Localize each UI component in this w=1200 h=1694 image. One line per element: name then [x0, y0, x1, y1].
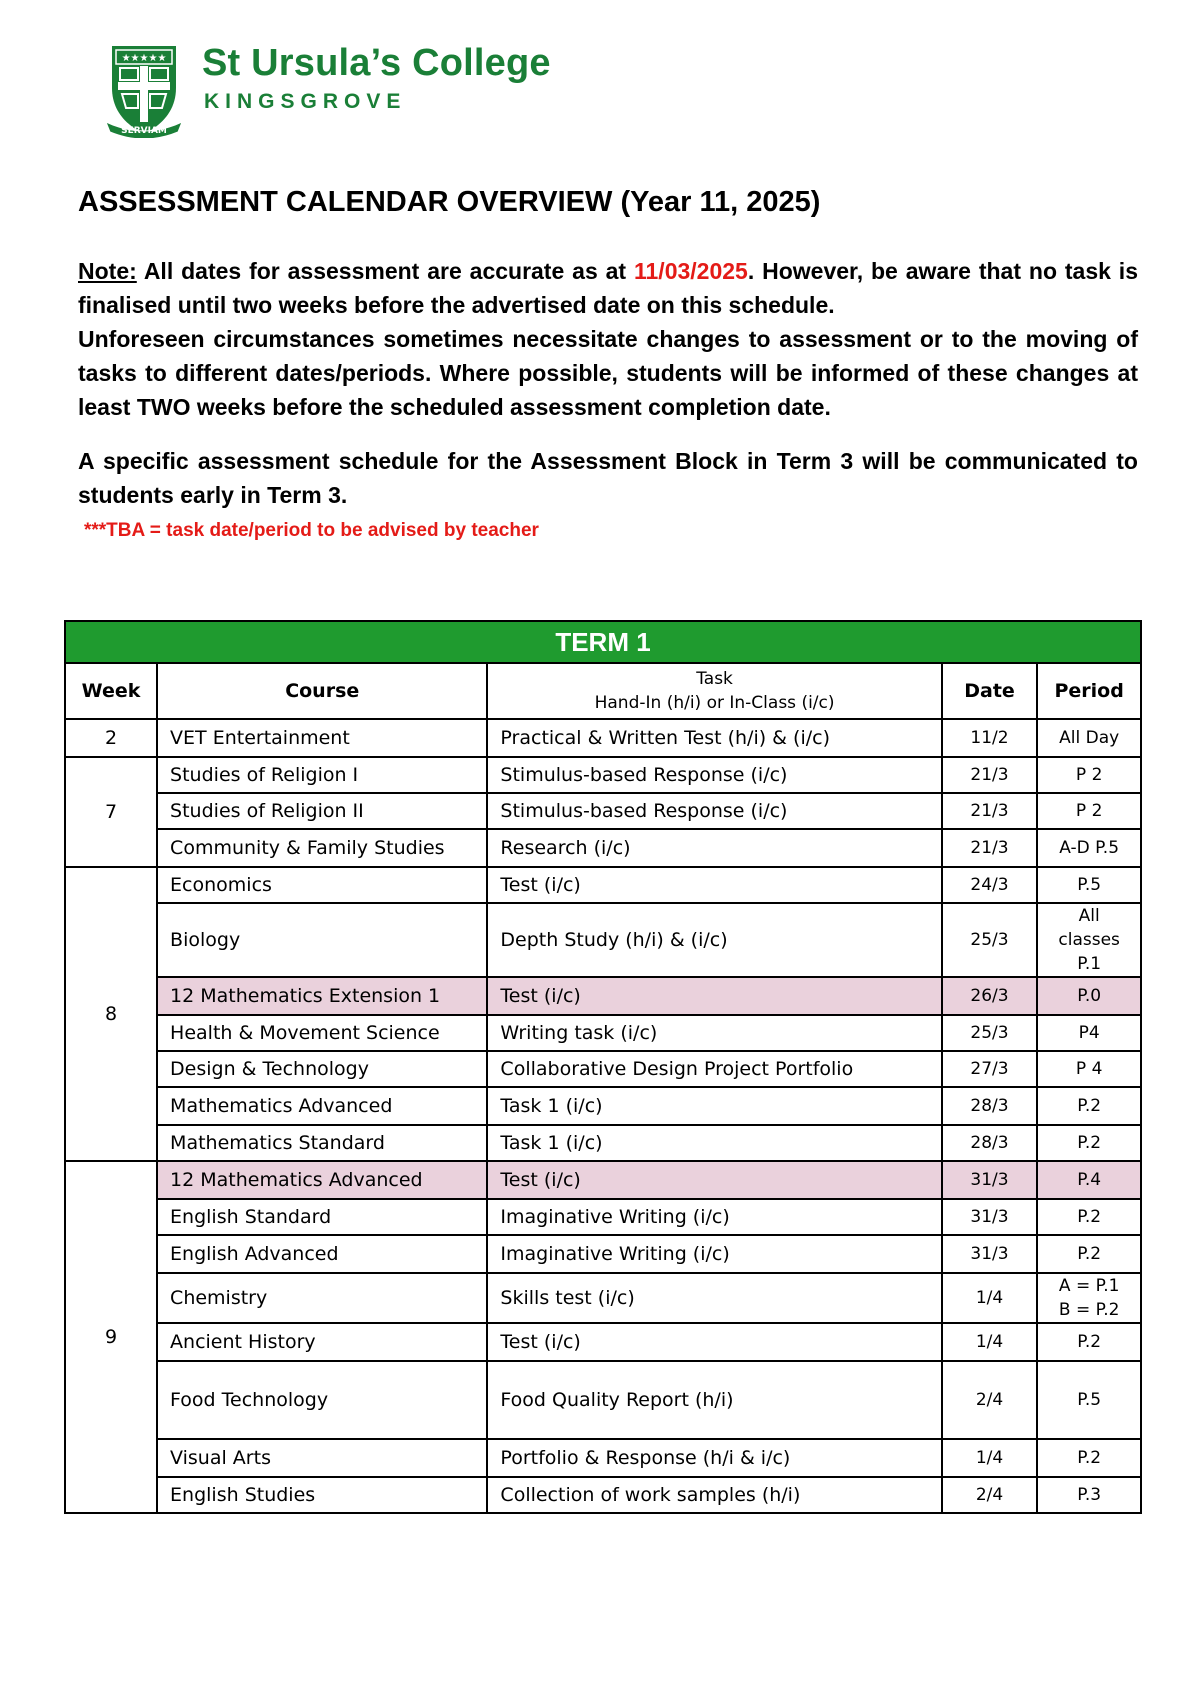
course-cell: Studies of Religion II — [157, 793, 487, 829]
table-row — [65, 1361, 1141, 1439]
task-cell: Writing task (i/c) — [487, 1015, 941, 1051]
period-line: B = P.2 — [1058, 1300, 1120, 1320]
period-cell: P.2 — [1037, 1087, 1141, 1125]
period-cell: P.2 — [1037, 1439, 1141, 1477]
date-cell: 25/3 — [942, 1015, 1038, 1051]
task-cell: Stimulus-based Response (i/c) — [487, 793, 941, 829]
course-cell: Visual Arts — [157, 1439, 487, 1477]
date-cell: 25/3 — [942, 903, 1038, 977]
table-row — [65, 1477, 1141, 1513]
task-cell: Test (i/c) — [487, 1323, 941, 1361]
period-cell — [1037, 903, 1141, 977]
table-row — [65, 757, 1141, 793]
task-cell: Task 1 (i/c) — [487, 1125, 941, 1161]
table-row — [65, 903, 1141, 977]
task-cell: Practical & Written Test (h/i) & (i/c) — [487, 719, 941, 757]
date-cell: 26/3 — [942, 977, 1038, 1015]
period-cell — [1037, 1273, 1141, 1323]
course-cell: Biology — [157, 903, 487, 977]
header-task — [487, 663, 941, 719]
course-cell: Mathematics Advanced — [157, 1087, 487, 1125]
period-cell: P.5 — [1037, 867, 1141, 903]
school-crest-icon — [104, 42, 184, 138]
week-cell: 2 — [65, 719, 157, 757]
period-cell: P.3 — [1037, 1477, 1141, 1513]
course-cell: Ancient History — [157, 1323, 487, 1361]
crest-motto: SERVIAM — [121, 126, 167, 136]
note-paragraph — [78, 254, 1138, 322]
table-row — [65, 977, 1141, 1015]
header-task-line1: Task — [696, 669, 733, 689]
header-week: Week — [65, 663, 157, 719]
period-cell: P 2 — [1037, 793, 1141, 829]
table-row — [65, 1199, 1141, 1235]
period-cell: P.4 — [1037, 1161, 1141, 1199]
task-cell: Portfolio & Response (h/i & i/c) — [487, 1439, 941, 1477]
course-cell: Design & Technology — [157, 1051, 487, 1087]
week-cell: 7 — [65, 757, 157, 867]
date-cell: 11/2 — [942, 719, 1038, 757]
task-cell: Collection of work samples (h/i) — [487, 1477, 941, 1513]
task-cell: Skills test (i/c) — [487, 1273, 941, 1323]
table-row — [65, 1439, 1141, 1477]
course-cell: Economics — [157, 867, 487, 903]
task-cell: Task 1 (i/c) — [487, 1087, 941, 1125]
task-cell: Collaborative Design Project Portfolio — [487, 1051, 941, 1087]
note-paragraph-changes: Unforeseen circumstances sometimes necessitate changes to assessment or to the moving of tasks to different dates/periods. Where possible, students will be informed of these changes at least TWO weeks before the scheduled assessment completion date. — [78, 326, 1138, 420]
assessment-table — [64, 620, 1142, 1514]
period-cell: P.2 — [1037, 1199, 1141, 1235]
date-cell: 1/4 — [942, 1323, 1038, 1361]
date-cell: 28/3 — [942, 1087, 1038, 1125]
period-cell: P.2 — [1037, 1323, 1141, 1361]
table-body — [65, 719, 1141, 1513]
period-cell: P.0 — [1037, 977, 1141, 1015]
header-date: Date — [942, 663, 1038, 719]
task-cell: Research (i/c) — [487, 829, 941, 867]
note-text-1: All dates for assessment are accurate as at — [136, 258, 634, 284]
course-cell: English Standard — [157, 1199, 487, 1235]
header-period: Period — [1037, 663, 1141, 719]
table-row — [65, 1161, 1141, 1199]
header-course: Course — [157, 663, 487, 719]
course-cell: Community & Family Studies — [157, 829, 487, 867]
date-cell: 21/3 — [942, 793, 1038, 829]
task-cell: Imaginative Writing (i/c) — [487, 1199, 941, 1235]
school-name: St Ursula’s College — [202, 42, 551, 84]
period-cell: P 4 — [1037, 1051, 1141, 1087]
period-line: classes — [1058, 930, 1120, 950]
note-section — [78, 254, 1138, 548]
date-cell: 2/4 — [942, 1361, 1038, 1439]
period-cell: P 2 — [1037, 757, 1141, 793]
task-cell: Test (i/c) — [487, 867, 941, 903]
date-cell: 27/3 — [942, 1051, 1038, 1087]
period-cell: P.5 — [1037, 1361, 1141, 1439]
date-cell: 1/4 — [942, 1439, 1038, 1477]
school-location: KINGSGROVE — [204, 90, 407, 113]
course-cell: Health & Movement Science — [157, 1015, 487, 1051]
task-cell: Depth Study (h/i) & (i/c) — [487, 903, 941, 977]
period-line: All — [1078, 906, 1100, 926]
period-line: P.1 — [1077, 954, 1102, 974]
course-cell: English Advanced — [157, 1235, 487, 1273]
course-cell: VET Entertainment — [157, 719, 487, 757]
date-cell: 24/3 — [942, 867, 1038, 903]
table-row — [65, 1051, 1141, 1087]
period-cell: P.2 — [1037, 1235, 1141, 1273]
period-line: A = P.1 — [1058, 1276, 1120, 1296]
course-cell: English Studies — [157, 1477, 487, 1513]
table-row — [65, 1087, 1141, 1125]
date-cell: 28/3 — [942, 1125, 1038, 1161]
period-cell: P.2 — [1037, 1125, 1141, 1161]
date-cell: 31/3 — [942, 1161, 1038, 1199]
task-cell: Test (i/c) — [487, 1161, 941, 1199]
date-cell: 2/4 — [942, 1477, 1038, 1513]
period-cell: All Day — [1037, 719, 1141, 757]
note-date: 11/03/2025 — [633, 258, 748, 284]
week-cell: 9 — [65, 1161, 157, 1513]
note-text-2: . However, be aware that no task is finalised until two weeks before the advertised date on this schedule. — [78, 258, 1138, 318]
table-row — [65, 1273, 1141, 1323]
table-row — [65, 829, 1141, 867]
task-cell: Food Quality Report (h/i) — [487, 1361, 941, 1439]
header-task-line2: Hand-In (h/i) or In-Class (i/c) — [594, 693, 835, 713]
course-cell: Studies of Religion I — [157, 757, 487, 793]
table-row — [65, 867, 1141, 903]
page-title: ASSESSMENT CALENDAR OVERVIEW (Year 11, 2025) — [78, 186, 821, 218]
course-cell: 12 Mathematics Extension 1 — [157, 977, 487, 1015]
term3-paragraph: A specific assessment schedule for the Assessment Block in Term 3 will be communicated to students early in Term 3. — [78, 448, 1138, 508]
school-header — [104, 38, 624, 148]
course-cell: Chemistry — [157, 1273, 487, 1323]
note-label: Note: — [78, 258, 137, 284]
course-cell: Food Technology — [157, 1361, 487, 1439]
date-cell: 31/3 — [942, 1199, 1038, 1235]
period-cell: A-D P.5 — [1037, 829, 1141, 867]
week-cell: 8 — [65, 867, 157, 1161]
date-cell: 21/3 — [942, 757, 1038, 793]
table-row — [65, 1125, 1141, 1161]
date-cell: 21/3 — [942, 829, 1038, 867]
table-row — [65, 793, 1141, 829]
task-cell: Stimulus-based Response (i/c) — [487, 757, 941, 793]
term-heading: TERM 1 — [65, 621, 1141, 663]
task-cell: Imaginative Writing (i/c) — [487, 1235, 941, 1273]
course-cell: 12 Mathematics Advanced — [157, 1161, 487, 1199]
tba-legend: ***TBA = task date/period to be advised by teacher — [84, 520, 539, 541]
table-row — [65, 719, 1141, 757]
date-cell: 1/4 — [942, 1273, 1038, 1323]
table-row — [65, 1015, 1141, 1051]
course-cell: Mathematics Standard — [157, 1125, 487, 1161]
date-cell: 31/3 — [942, 1235, 1038, 1273]
task-cell: Test (i/c) — [487, 977, 941, 1015]
table-row — [65, 1323, 1141, 1361]
period-cell: P4 — [1037, 1015, 1141, 1051]
svg-text:★★★★★: ★★★★★ — [121, 53, 167, 64]
table-row — [65, 1235, 1141, 1273]
